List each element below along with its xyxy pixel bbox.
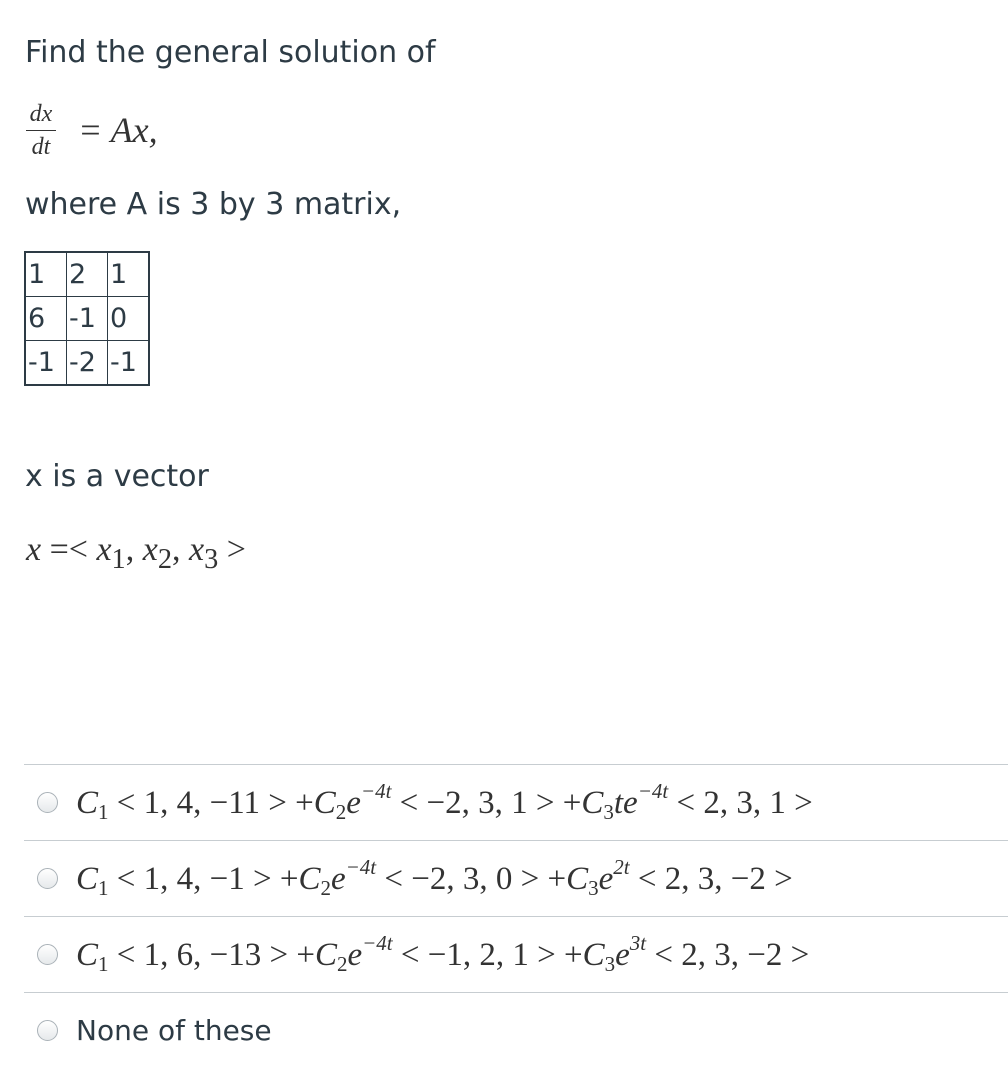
coef-c3: C [582,937,605,973]
option-expression [76,855,793,901]
fraction-numerator: dx [29,100,53,127]
fraction-bar [26,130,56,131]
vector-separator: , [171,531,189,568]
exponent: −4t [345,855,377,879]
vector-term: < 2, 3, 1 > [668,785,813,821]
exponent: 3t [629,931,647,955]
coef-c3: C [566,861,589,897]
vector-open: =< [41,531,97,568]
vector-term: < 1, 4, −11 > + [108,785,314,821]
coef-c1: C [76,861,99,897]
vector-term: < −2, 3, 0 > + [376,861,567,897]
coef-sub: 3 [604,952,616,976]
vector-description: x is a vector [25,459,209,494]
exp-base: e [347,937,363,973]
exp-base: e [346,785,361,821]
vector-close: > [218,531,246,568]
vector-term: < −2, 3, 1 > + [391,785,582,821]
differential-equation [26,98,158,162]
exponent: −4t [362,931,393,955]
coef-sub: 1 [98,876,109,900]
coef-sub: 2 [335,800,347,824]
exp-base: e [330,861,346,897]
matrix-table [24,251,150,386]
vector-component-1: x [96,531,112,568]
fraction-denominator: dt [31,133,51,160]
vector-term: < 2, 3, −2 > [629,861,793,897]
radio-button-icon[interactable] [37,1020,58,1041]
matrix-cell: 1 [25,252,67,297]
coef-c2: C [313,785,336,821]
matrix-row [25,252,149,297]
vector-term: < 1, 4, −1 > + [108,861,299,897]
question-intro: Find the general solution of [25,35,436,70]
answer-option-none[interactable] [24,993,1008,1067]
coef-c1: C [76,785,99,821]
equation-rhs: = Ax, [78,110,158,150]
answer-option-2[interactable] [24,841,1008,915]
exp-base: e [598,861,614,897]
matrix-cell: -2 [67,341,108,386]
option-expression [76,779,813,825]
matrix-cell: -1 [67,297,108,341]
matrix-row [25,341,149,386]
vector-term: < −1, 2, 1 > + [392,937,583,973]
vector-definition [26,528,246,582]
coef-sub: 2 [336,952,348,976]
coef-c1: C [76,937,99,973]
coef-sub: 3 [588,876,599,900]
matrix-cell: 1 [108,252,150,297]
option-expression [76,931,809,977]
matrix-cell: -1 [108,341,150,386]
coef-c2: C [298,861,321,897]
coef-c3: C [581,785,604,821]
radio-button-icon[interactable] [37,944,58,965]
exp-base: te [613,785,638,821]
derivative-fraction [26,100,56,161]
vector-term: < 2, 3, −2 > [646,937,810,973]
vector-subscript-3: 3 [204,543,219,575]
coef-c2: C [314,937,337,973]
matrix-cell: 0 [108,297,150,341]
exp-base: e [615,937,630,973]
matrix-cell: 2 [67,252,108,297]
matrix-cell: 6 [25,297,67,341]
answer-option-1[interactable] [24,765,1008,839]
coef-sub: 1 [98,800,109,824]
vector-symbol: x [26,531,42,568]
matrix-cell: -1 [25,341,67,386]
vector-term: < 1, 6, −13 > + [108,937,315,973]
exponent: −4t [360,779,392,803]
vector-subscript-2: 2 [157,543,172,575]
vector-component-3: x [188,531,205,568]
matrix-description: where A is 3 by 3 matrix, [25,187,402,222]
exponent: −4t [637,779,669,803]
radio-button-icon[interactable] [37,792,58,813]
vector-separator: , [125,531,143,568]
coef-sub: 3 [603,800,614,824]
radio-button-icon[interactable] [37,868,58,889]
vector-subscript-1: 1 [111,543,126,575]
answer-option-3[interactable] [24,917,1008,991]
option-label: None of these [76,1013,272,1047]
coef-sub: 1 [98,952,109,976]
exponent: 2t [613,855,630,879]
coef-sub: 2 [320,876,331,900]
vector-component-2: x [142,531,158,568]
matrix-row [25,297,149,341]
